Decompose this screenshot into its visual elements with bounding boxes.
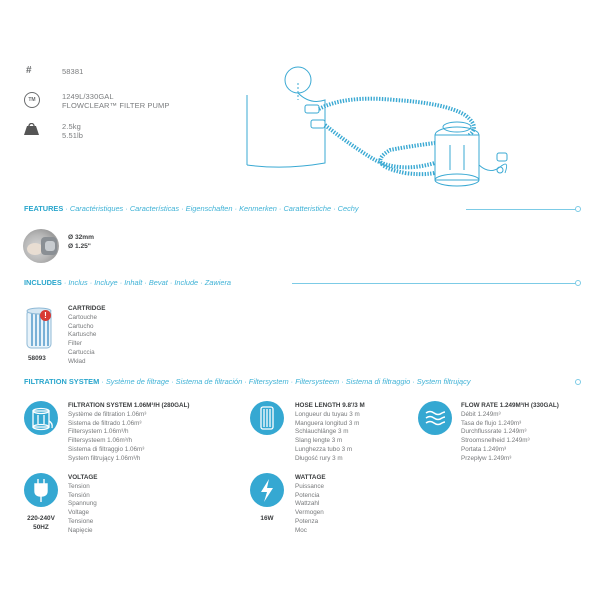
pump-illustration (235, 55, 580, 190)
spec-weight-kg: 2.5kg (62, 122, 81, 131)
flow-lang-line: Durchflussrate 1.249m³ (461, 428, 527, 436)
weight-icon (24, 122, 39, 134)
filtration-lang-line: Filtersystem 1.06m³/h (68, 428, 129, 436)
filtration-translations: · Système de filtrage · Sistema de filtración · Filtersystem · Filtersysteem · Sistema di filtraggio · System filtrujący (101, 377, 471, 386)
filtration-lang-line: Système de filtration 1.06m³ (68, 410, 147, 418)
cartridge-lang-line: Filter (68, 340, 82, 348)
voltage-list (68, 474, 98, 536)
voltage-block-title: VOLTAGE (68, 474, 98, 481)
voltage-value: 220-240V (27, 515, 55, 522)
hose-icon (250, 401, 284, 435)
filtration-divider-dot (575, 379, 581, 385)
frequency-value: 50HZ (33, 524, 49, 531)
flow-lang-line: Przepływ 1.249m³ (461, 454, 512, 462)
wattage-lang-line: Potenza (295, 517, 319, 525)
flow-lang-line: Stroomsnelheid 1.249m³ (461, 437, 530, 445)
lightning-icon (250, 473, 284, 507)
spec-model-icon: # (26, 65, 32, 76)
voltage-lang-line: Napięcie (68, 526, 93, 534)
spec-capacity-line1: 1249L/330GAL (62, 92, 114, 101)
spec-model-number: 58381 (62, 67, 84, 76)
flow-rate-icon (418, 401, 452, 435)
filtration-list (68, 402, 190, 464)
wattage-list (295, 474, 326, 536)
features-divider-dot (575, 206, 581, 212)
flow-list (461, 402, 559, 464)
flow-lang-line: Portata 1.249m³ (461, 445, 507, 453)
filtration-title: FILTRATION SYSTEM (24, 377, 100, 386)
wattage-value: 16W (260, 515, 274, 522)
trademark-icon: TM (24, 92, 40, 108)
cartridge-code: 58093 (28, 355, 46, 362)
wattage-lang-line: Puissance (295, 482, 325, 490)
hose-lang-line: Longueur du tuyau 3 m (295, 410, 360, 418)
filtration-lang-line: System filtrujący 1.06m³/h (68, 454, 141, 462)
filtration-lang-line: Sistema de filtrado 1.06m³ (68, 419, 142, 427)
features-divider (466, 209, 577, 210)
voltage-lang-line: Tensione (68, 517, 94, 525)
filtration-header (24, 377, 471, 386)
hose-lang-line: Lunghezza tubo 3 m (295, 445, 353, 453)
cartridge-lang-line: Cartuccia (68, 348, 95, 356)
flow-lang-line: Débit 1.249m³ (461, 410, 501, 418)
includes-divider (292, 283, 577, 284)
flow-block-title: FLOW RATE 1.249M³/H (330GAL) (461, 402, 559, 409)
wattage-lang-line: Wattzahl (295, 500, 320, 508)
cartridge-list (68, 305, 105, 367)
filtration-lang-line: Sistema di filtraggio 1.06m³ (68, 445, 145, 453)
spec-weight-lb: 5.51lb (62, 131, 84, 140)
hose-lang-line: Schlauchlänge 3 m (295, 428, 349, 436)
filtration-block-title: FILTRATION SYSTEM 1.06M³/H (280GAL) (68, 402, 190, 409)
wattage-lang-line: Potencia (295, 491, 320, 499)
spec-capacity-line2: FLOWCLEAR™ FILTER PUMP (62, 101, 170, 110)
hose-lang-line: Slang lengte 3 m (295, 437, 343, 445)
wattage-lang-line: Moc (295, 526, 307, 534)
cartridge-alert-badge: ! (40, 310, 51, 321)
includes-divider-dot (575, 280, 581, 286)
cartridge-lang-line: Kartusche (68, 331, 97, 339)
hose-lang-line: Manguera longitud 3 m (295, 419, 360, 427)
includes-header (24, 278, 231, 287)
cartridge-lang-line: Cartouche (68, 313, 98, 321)
flow-lang-line: Tasa de flujo 1.249m³ (461, 419, 522, 427)
voltage-lang-line: Spannung (68, 500, 97, 508)
includes-translations: · Inclus · Incluye · Inhalt · Bevat · Include · Zawiera (63, 278, 232, 287)
filter-pump-icon (24, 401, 58, 435)
cartridge-lang-line: Wkład (68, 357, 86, 365)
hose-diameter-photo (23, 229, 59, 263)
voltage-lang-line: Tensión (68, 491, 90, 499)
hose-list (295, 402, 365, 464)
features-header (24, 204, 359, 213)
voltage-lang-line: Tension (68, 482, 90, 490)
feature-line1: Ø 32mm (68, 234, 95, 241)
features-translations: · Caractéristiques · Características · Eigenschaften · Kenmerken · Caratteristiche · Cechy (65, 204, 359, 213)
wattage-block-title: WATTAGE (295, 474, 326, 481)
hose-block-title: HOSE LENGTH 9.8'/3 M (295, 402, 365, 409)
cartridge-lang-line: Cartucho (68, 322, 94, 330)
plug-icon (24, 473, 58, 507)
feature-line2: Ø 1.25" (68, 243, 91, 250)
features-title: FEATURES (24, 204, 64, 213)
cartridge-title: CARTRIDGE (68, 305, 106, 312)
hose-lang-line: Długość rury 3 m (295, 454, 343, 462)
wattage-lang-line: Vermogen (295, 509, 324, 517)
voltage-lang-line: Voltage (68, 509, 90, 517)
includes-title: INCLUDES (24, 278, 62, 287)
filtration-lang-line: Filtersysteem 1.06m³/h (68, 437, 133, 445)
